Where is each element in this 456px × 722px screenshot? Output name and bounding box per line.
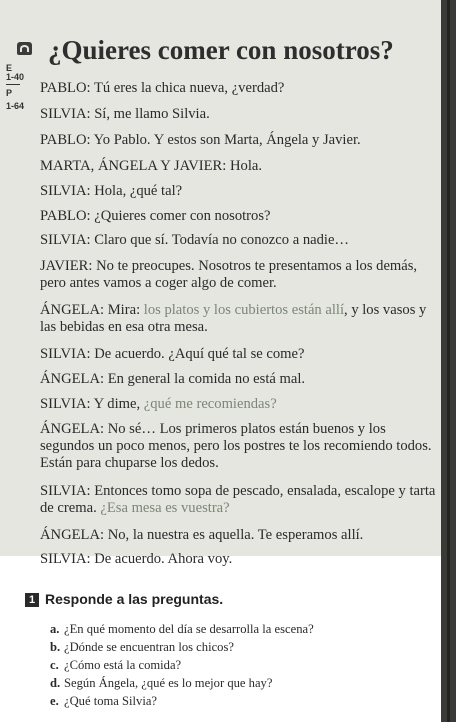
exercise-instruction: Responde a las preguntas. [45,591,224,607]
speaker: PABLO: [40,132,91,148]
question-item [50,694,157,709]
track-e-code: 1-40 [6,72,25,82]
question-letter: b. [50,640,61,654]
speaker: SILVIA: [40,183,91,199]
question-letter: c. [50,658,59,672]
exercise-number: 1 [25,593,39,607]
track-e-label: E [6,63,13,73]
highlighted-phrase: ¿Esa mesa es vuestra? [100,500,230,516]
dialog-line [40,551,436,568]
question-item [50,658,181,673]
question-text: ¿Qué toma Silvia? [64,694,158,708]
line-text: De acuerdo. Ahora voy. [90,551,233,567]
speaker: SILVIA: [40,346,91,362]
speaker: PABLO: [40,208,91,224]
line-text: Hola. [226,158,262,174]
question-text: ¿En qué momento del día se desarrolla la escena? [64,622,314,636]
highlighted-phrase: ¿qué me recomiendas? [143,396,277,412]
speaker: ÁNGELA: [40,421,105,437]
dialog-line [40,346,436,363]
speaker: ÁNGELA: [40,527,105,543]
line-text: No, la nuestra es aquella. Te esperamos allí. [104,527,364,543]
line-text: Entonces tomo sopa de pescado, ensalada, escalope y tarta de crema. [40,483,436,516]
question-letter: d. [50,676,61,690]
track-divider [6,84,20,85]
question-text: Según Ángela, ¿qué es lo mejor que hay? [64,676,273,690]
dialog-line [40,232,436,249]
line-text: ¿Quieres comer con nosotros? [90,208,271,224]
speaker: PABLO: [40,80,91,96]
line-text: De acuerdo. ¿Aquí qué tal se come? [90,346,305,362]
line-text: Yo Pablo. Y estos son Marta, Ángela y Javier. [90,132,361,148]
dialog-line [40,158,436,175]
highlighted-phrase: los platos y los cubiertos están allí [143,302,345,318]
question-text: ¿Cómo está la comida? [64,658,182,672]
track-p-code: 1-64 [6,101,25,111]
question-letter: e. [50,694,59,708]
dialog-line [40,396,436,413]
speaker: SILVIA: [40,232,91,248]
line-text: Sí, me llamo Silvia. [90,106,210,122]
speaker: ÁNGELA: [40,371,105,387]
dialog-line [40,527,436,544]
track-p-label: P [6,88,13,98]
line-text: Y dime, [90,396,144,412]
line-text: En general la comida no está mal. [104,371,306,387]
speaker: SILVIA: [40,396,91,412]
question-item [50,640,234,655]
question-item [50,622,314,637]
dialog-line [40,371,436,388]
line-text: Claro que sí. Todavía no conozco a nadie… [90,232,350,248]
line-text: No sé… Los primeros platos están buenos y los segundos un poco menos, pero los postres te los recomiendo todos. Están para chuparse los dedos. [40,421,432,471]
line-text: Hola, ¿qué tal? [90,183,183,199]
page-title: ¿Quieres comer con nosotros? [48,35,394,65]
line-text: Tú eres la chica nueva, ¿verdad? [90,80,285,96]
speaker: SILVIA: [40,551,91,567]
line-text: Mira: [104,302,144,318]
question-item [50,676,272,691]
speaker: MARTA, ÁNGELA Y JAVIER: [40,158,227,174]
dialog-line [40,208,436,225]
speaker: SILVIA: [40,483,91,499]
dialog-line [40,106,436,123]
exercise-heading [25,591,223,607]
line-text: , y los vasos y las bebidas en esa otra mesa. [40,302,427,335]
dialog-line [40,483,436,517]
dialog-line [40,132,436,149]
track-p [6,88,24,111]
line-text: No te preocupes. Nosotros te presentamos a los demás, pero antes vamos a coger algo de comer. [40,258,418,291]
dialog-line [40,421,436,472]
track-e [6,64,24,85]
audio-headphones-icon[interactable] [17,42,32,55]
speaker: SILVIA: [40,106,91,122]
dialog-line [40,183,436,200]
question-letter: a. [50,622,60,636]
page-edge-tick [447,0,450,722]
dialog-line [40,80,436,97]
page-edge-stripe [441,0,456,722]
speaker: JAVIER: [40,258,93,274]
speaker: ÁNGELA: [40,302,105,318]
dialog-line [40,258,436,292]
dialog-line [40,302,436,336]
question-text: ¿Dónde se encuentran los chicos? [64,640,234,654]
